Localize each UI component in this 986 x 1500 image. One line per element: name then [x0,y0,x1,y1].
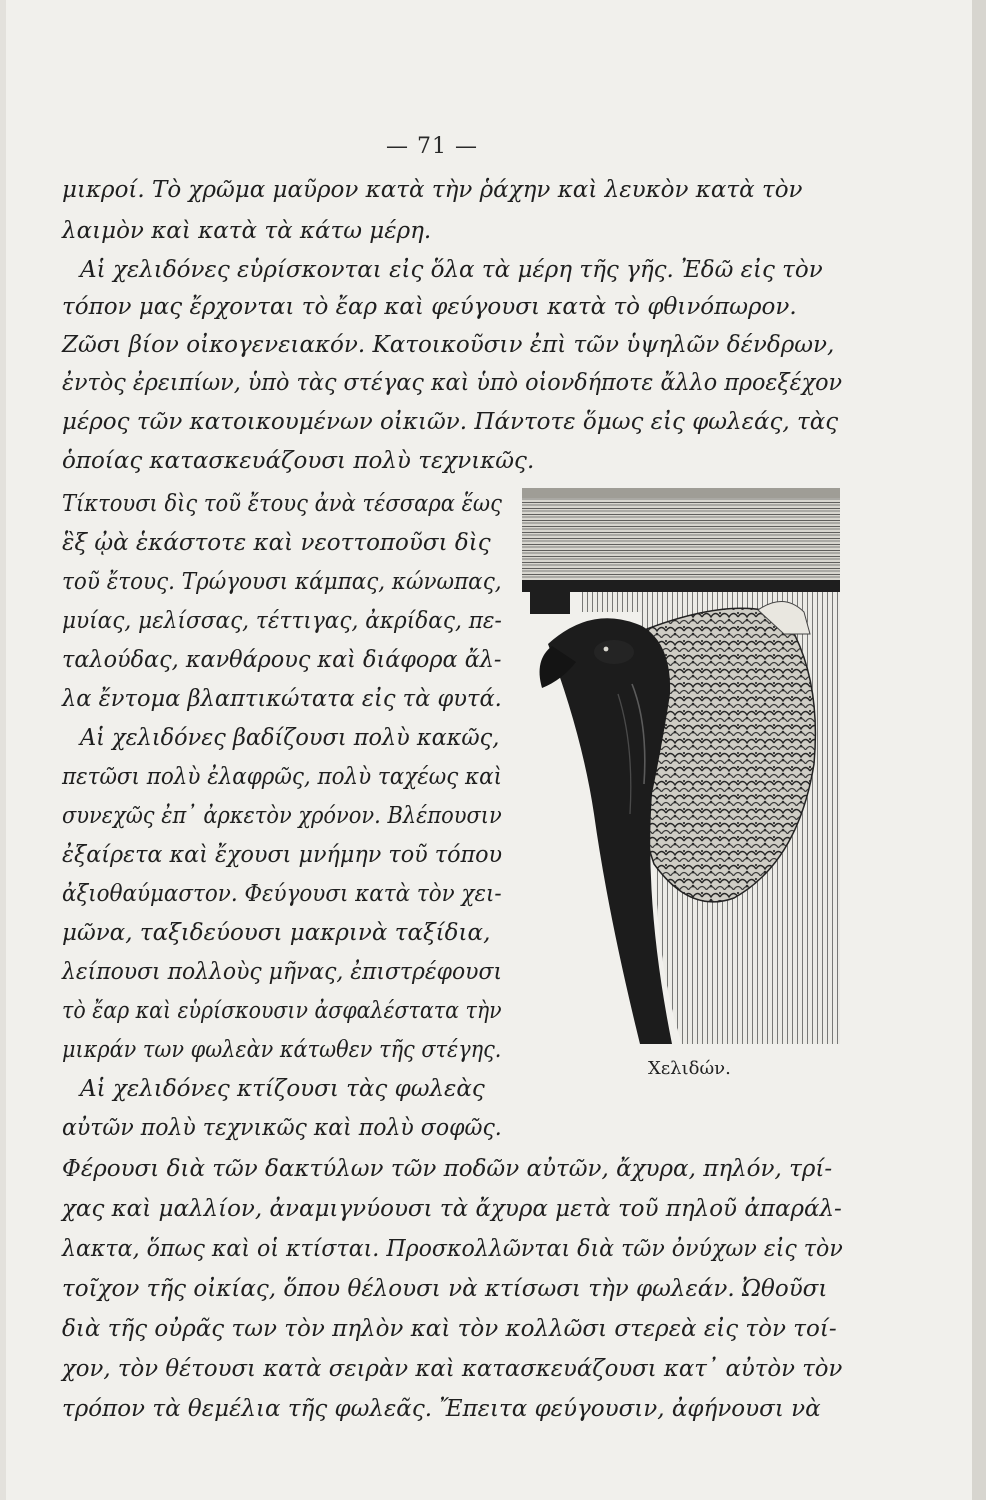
text-line: μῶνα, ταξιδεύουσι μακρινὰ ταξίδια, [62,920,491,946]
text-line: ἀξιοθαύμαστον. Φεύγουσι κατὰ τὸν χει- [62,881,502,907]
page-number: — 71 — [386,134,478,159]
swallow-nest-illustration [522,484,840,1044]
text-line: Ζῶσι βίον οἰκογενειακόν. Κατοικοῦσιν ἐπὶ τῶν ὑψηλῶν δένδρων, [62,332,835,358]
text-line: ταλούδας, κανθάρους καὶ διάφορα ἄλ- [62,647,502,673]
text-line: λείπουσι πολλοὺς μῆνας, ἐπιστρέφουσι [62,959,503,985]
text-line: Αἱ χελιδόνες εὑρίσκονται εἰς ὅλα τὰ μέρη τῆς γῆς. Ἐδῶ εἰς τὸν [80,257,823,283]
text-line: ἓξ ᾠὰ ἑκάστοτε καὶ νεοττοποῦσι δὶς [62,530,491,556]
text-line: μικράν των φωλεὰν κάτωθεν τῆς στέγης. [62,1037,502,1063]
text-line: χας καὶ μαλλίον, ἀναμιγνύουσι τὰ ἄχυρα μετὰ τοῦ πηλοῦ ἀπαράλ- [62,1196,842,1222]
figure-caption: Χελιδών. [648,1058,731,1079]
text-line: μικροί. Τὸ χρῶμα μαῦρον κατὰ τὴν ῥάχην καὶ λευκὸν κατὰ τὸν [62,177,803,203]
text-line: χον, τὸν θέτουσι κατὰ σειρὰν καὶ κατασκευάζουσι κατ᾽ αὐτὸν τὸν [62,1356,843,1382]
text-line: λαιμὸν καὶ κατὰ τὰ κάτω μέρη. [62,218,432,244]
text-line: συνεχῶς ἐπ᾽ ἀρκετὸν χρόνον. Βλέπουσιν [62,803,502,829]
text-line: μυίας, μελίσσας, τέττιγας, ἀκρίδας, πε- [62,608,502,634]
text-line: τοῖχον τῆς οἰκίας, ὅπου θέλουσι νὰ κτίσωσι τὴν φωλεάν. Ὠθοῦσι [62,1276,828,1302]
text-line: ὁποίας κατασκευάζουσι πολὺ τεχνικῶς. [62,448,535,474]
text-line: Αἱ χελιδόνες κτίζουσι τὰς φωλεὰς [80,1076,485,1102]
text-line: ἐντὸς ἐρειπίων, ὑπὸ τὰς στέγας καὶ ὑπὸ οἱονδήποτε ἄλλο προεξέχον [62,370,843,396]
text-line: μέρος τῶν κατοικουμένων οἰκιῶν. Πάντοτε ὅμως εἰς φωλεάς, τὰς [62,409,839,435]
text-line: Φέρουσι διὰ τῶν δακτύλων τῶν ποδῶν αὐτῶν, ἄχυρα, πηλόν, τρί- [62,1156,833,1182]
text-line: τοῦ ἔτους. Τρώγουσι κάμπας, κώνωπας, [62,569,502,595]
text-line: πετῶσι πολὺ ἐλαφρῶς, πολὺ ταχέως καὶ [62,764,502,790]
text-line: διὰ τῆς οὐρᾶς των τὸν πηλὸν καὶ τὸν κολλῶσι στερεὰ εἰς τὸν τοί- [62,1316,837,1342]
text-line: λακτα, ὅπως καὶ οἱ κτίσται. Προσκολλῶνται διὰ τῶν ὀνύχων εἰς τὸν [62,1236,843,1262]
text-line: τὸ ἔαρ καὶ εὑρίσκουσιν ἀσφαλέστατα τὴν [62,998,502,1024]
text-line: ἐξαίρετα καὶ ἔχουσι μνήμην τοῦ τόπου [62,842,503,868]
text-line: λα ἔντομα βλαπτικώτατα εἰς τὰ φυτά. [62,686,502,712]
text-line: τόπον μας ἔρχονται τὸ ἔαρ καὶ φεύγουσι κατὰ τὸ φθινόπωρον. [62,294,797,320]
text-line: τρόπον τὰ θεμέλια τῆς φωλεᾶς. Ἔπειτα φεύγουσιν, ἀφήνουσι νὰ [62,1396,821,1422]
text-line: αὐτῶν πολὺ τεχνικῶς καὶ πολὺ σοφῶς. [62,1115,502,1141]
text-line: Αἱ χελιδόνες βαδίζουσι πολὺ κακῶς, [80,725,500,751]
text-line: Τίκτουσι δὶς τοῦ ἔτους ἀνὰ τέσσαρα ἕως [62,491,502,517]
